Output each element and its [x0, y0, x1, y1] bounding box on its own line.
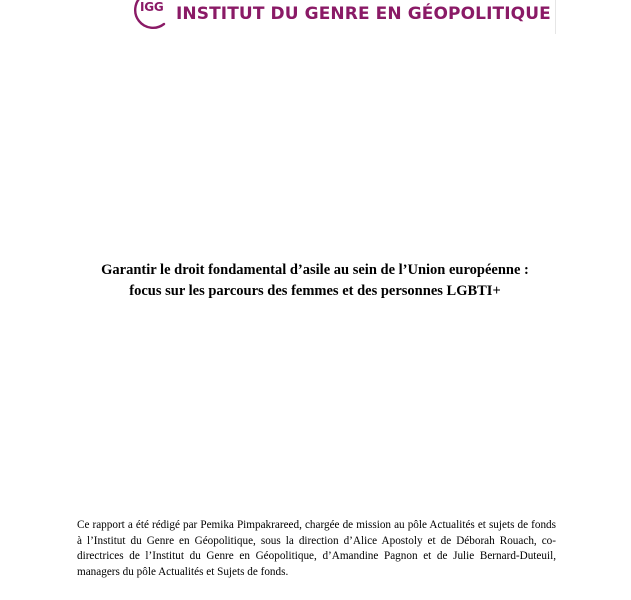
- igg-logo: [126, 0, 166, 30]
- organization-name: INSTITUT DU GENRE EN GÉOPOLITIQUE: [176, 4, 551, 24]
- page-edge-line: [555, 0, 556, 34]
- document-title: [40, 260, 590, 302]
- title-line-1: Garantir le droit fondamental d’asile au sein de l’Union européenne :: [101, 262, 529, 278]
- logo-initials: IGG: [140, 0, 164, 14]
- credits-paragraph: Ce rapport a été rédigé par Pemika Pimpakrareed, chargée de mission au pôle Actualités et sujets de fonds à l’Institut du Genre en Géopolitique, sous la direction d’Alice Apostoly et de Déborah Rouach, co-directrices de l’Institut du Genre en Géopolitique, d’Amandine Pagnon et de Julie Bernard-Duteuil, managers du pôle Actualités et Sujets de fonds.: [77, 519, 556, 578]
- title-line-2: focus sur les parcours des femmes et des personnes LGBTI+: [129, 283, 501, 299]
- page-header: [126, 0, 551, 30]
